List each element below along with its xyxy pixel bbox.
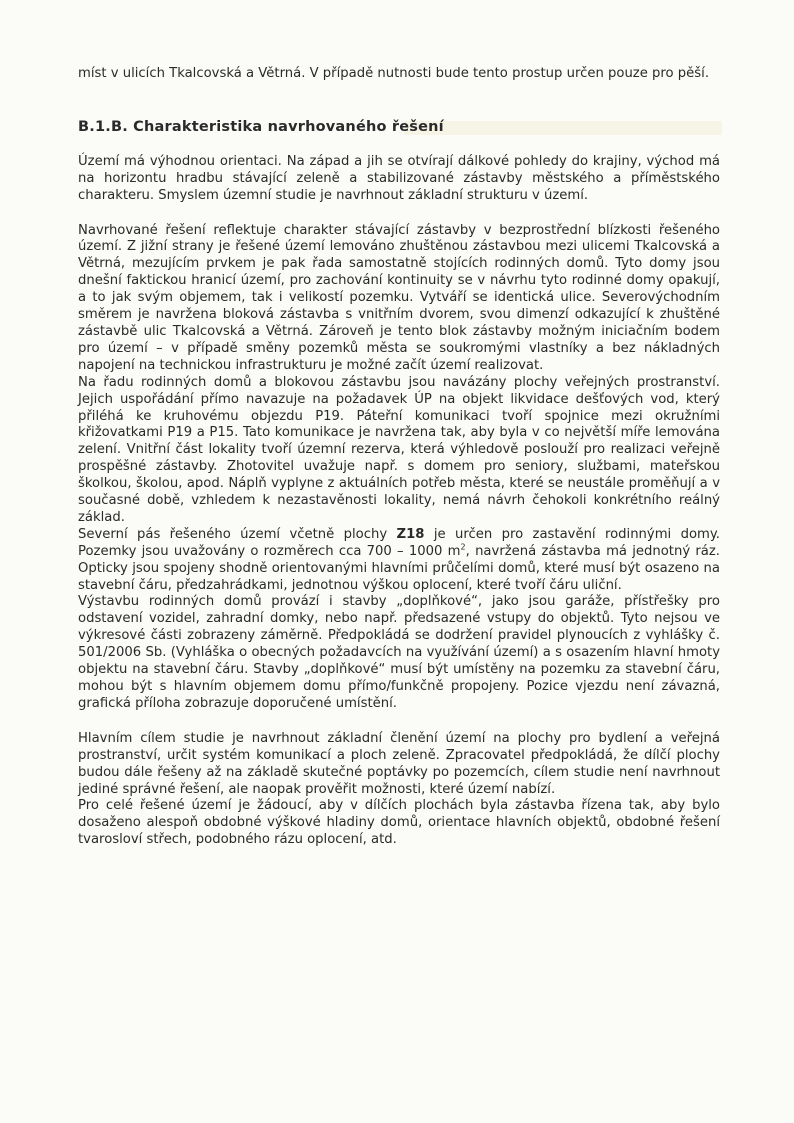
text-run: je určen pro zastavění rodinnými domy. Pozemky jsou uvažovány o rozměrech cca 700 – 1000 m: [78, 526, 720, 559]
plot-code: Z18: [396, 526, 425, 542]
section-heading: [78, 119, 720, 136]
paragraph-northern-strip: [78, 527, 720, 595]
paragraph-proposed-solution: Navrhované řešení reflektuje charakter stávající zástavby v bezprostřední blízkosti řešeného území. Z jižní strany je řešené území lemováno zhuštěnou zástavbou mezi ulicemi Tkalcovská a Větrná, mezujícím prvkem je pak řada samostatně stojících rodinných domů. Tyto domy jsou dnešní faktickou hranicí území, pro zachování kontinuity se v návrhu tyto rodinné domy opakují, a to jak svým objemem, tak i velikostí pozemku. Vytváří se identická ulice. Severovýchodním směrem je navržena bloková zástavba s vnitřním dvorem, svou dimenzí odkazující k zhuštěné zástavbě ulic Tkalcovská a Větrná. Zároveň je tento blok zástavby možným iniciačním bodem pro území – v případě směny pozemků města se soukromými vlastníky a bez nákladných napojení na technickou infrastrukturu je možné začít území realizovat.: [78, 222, 720, 373]
paragraph-intro: míst v ulicích Tkalcovská a Větrná. V případě nutnosti bude tento prostup určen pouze pro pěší.: [78, 66, 710, 81]
paragraph-main-goal: Hlavním cílem studie je navrhnout základní členění území na plochy pro bydlení a veřejná prostranství, určit systém komunikací a ploch zeleně. Zpracovatel předpokládá, že dílčí plochy budou dále řešeny až na základě skutečné poptávky po pozemcích, cílem studie není navrhnout jediné správné řešení, ale naopak prověřit možnosti, které území nabízí.: [78, 730, 720, 797]
document-body: [78, 66, 720, 849]
paragraph-public-spaces: Na řadu rodinných domů a blokovou zástavbu jsou navázány plochy veřejných prostranství. Jejich uspořádání přímo navazuje na požadavek ÚP na objekt likvidace dešťových vod, který přiléhá ke kruhovému objezdu P19. Páteřní komunikaci tvoří spojnice mezi okružními křižovatkami P19 a P15. Tato komunikace je navržena tak, aby byla v co největší míře lemována zelení. Vnitřní část lokality tvoří územní rezerva, která výhledově poslouží pro realizaci veřejně prospěšné zástavby. Zhotovitel uvažuje např. s domem pro seniory, službami, mateřskou školkou, školou, apod. Náplň vyplyne z aktuálních potřeb města, které se neustále proměňují a v současné době, vzhledem k nezastavěnosti lokality, nemá návrh čehokoli konkrétního reálný základ.: [78, 374, 720, 525]
paragraph-accessory-buildings: Výstavbu rodinných domů provází i stavby „doplňkové“, jako jsou garáže, přístřešky pro odstavení vozidel, zahradní domky, nebo např. předsazené vstupy do objektů. Tyto nejsou ve výkresové části zobrazeny záměrně. Předpokládá se dodržení pravidel plynoucích z vyhlášky č. 501/2006 Sb. (Vyhláška o obecných požadavcích na využívání území) a s osazením hlavní hmoty objektu na stavební čáru. Stavby „doplňkové“ musí být umístěny na pozemku za stavební čáru, mohou být s hlavním objemem domu přímo/funkčně propojeny. Pozice vjezdu není závazná, grafická příloha zobrazuje doporučené umístění.: [78, 594, 720, 711]
text-run: Severní pás řešeného území včetně plochy: [78, 526, 397, 542]
heading-highlight: [404, 121, 722, 135]
section-heading-text: B.1.B. Charakteristika navrhovaného řešení: [78, 118, 444, 135]
paragraph-orientation: Území má výhodnou orientaci. Na západ a jih se otvírají dálkové pohledy do krajiny, východ má na horizontu hradbu stávající zeleně a stabilizované zástavby městského a příměstského charakteru. Smyslem územní studie je navrhnout základní strukturu v území.: [78, 153, 720, 203]
superscript: 2: [460, 542, 466, 552]
text-run: , navržená zástavba má jednotný ráz. Opticky jsou spojeny shodně orientovanými hlavními průčelími domů, které musí být osazeno na stavební čáru, předzahrádkami, jednotnou výškou oplocení, které tvoří čáru uliční.: [78, 543, 720, 593]
paragraph-whole-area: Pro celé řešené území je žádoucí, aby v dílčích plochách byla zástavba řízena tak, aby bylo dosaženo alespoň obdobné výškové hladiny domů, orientace hlavních objektů, obdobné řešení tvarosloví střech, podobného rázu oplocení, atd.: [78, 798, 720, 848]
